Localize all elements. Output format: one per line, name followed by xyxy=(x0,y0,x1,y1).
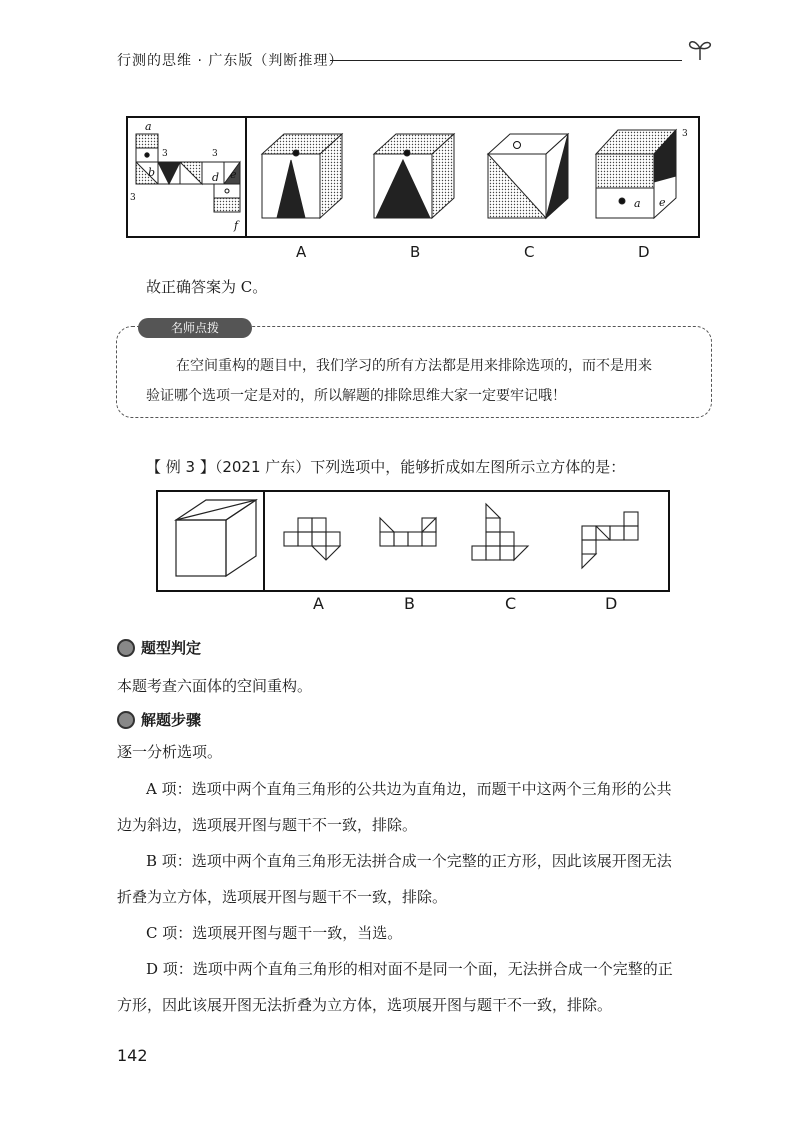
section-type-heading xyxy=(117,637,201,658)
tip-badge: 名师点拨 xyxy=(138,318,252,338)
figure2-label-c: C xyxy=(505,594,517,613)
cube-option-a xyxy=(262,134,342,218)
figure1-label-d: D xyxy=(638,243,650,261)
option-a-analysis-1: A 项：选项中两个直角三角形的公共边为直角边，而题干中这两个三角形的公共 xyxy=(146,780,672,798)
section-steps-title: 解题步骤 xyxy=(141,711,202,729)
page-number: 142 xyxy=(117,1046,148,1065)
tip-line-1: 在空间重构的题目中，我们学习的所有方法都是用来排除选项的，而不是用来 xyxy=(176,358,652,374)
option-b-analysis-1: B 项：选项中两个直角三角形无法拼合成一个完整的正方形，因此该展开图无法 xyxy=(146,852,672,870)
figure2-label-a: A xyxy=(313,594,324,613)
cube-d-label-a: a xyxy=(634,197,641,210)
example3-intro: 【 例 3 】（2021 广东）下列选项中，能够折成如左图所示立方体的是： xyxy=(146,458,626,476)
net-label-b: b xyxy=(148,166,156,179)
target-cube xyxy=(176,500,256,576)
flower-bullet-icon xyxy=(117,711,135,729)
net-label-3a: 3 xyxy=(162,149,168,159)
option-b-analysis-2: 折叠为立方体，选项展开图与题干不一致，排除。 xyxy=(117,888,448,906)
option-d-analysis-1: D 项：选项中两个直角三角形的相对面不是同一个面，无法拼合成一个完整的正 xyxy=(146,960,673,978)
section-steps-heading xyxy=(117,709,201,730)
net-label-3b: 3 xyxy=(212,149,218,159)
option-c-analysis-1: C 项：选项展开图与题干一致，当选。 xyxy=(146,924,403,942)
figure-cube-options xyxy=(126,116,700,238)
cube-option-c xyxy=(488,134,568,218)
net-label-3c: 3 xyxy=(130,193,136,203)
net-option-b xyxy=(380,518,436,546)
tip-line-2: 验证哪个选项一定是对的，所以解题的排除思维大家一定要牢记哦！ xyxy=(146,388,566,404)
running-header: 行测的思维 · 广东版（判断推理） xyxy=(117,53,344,69)
net-label-e: e xyxy=(230,168,237,181)
figure2-label-d: D xyxy=(605,594,618,613)
net-label-d: d xyxy=(212,171,220,184)
steps-intro: 逐一分析选项。 xyxy=(117,743,223,761)
figure1-label-c: C xyxy=(524,243,535,261)
cube-d-label-3: 3 xyxy=(682,129,688,139)
net-option-a xyxy=(284,518,340,560)
option-d-analysis-2: 方形，因此该展开图无法折叠为立方体，选项展开图与题干不一致，排除。 xyxy=(117,996,613,1014)
option-a-analysis-2: 边为斜边，选项展开图与题干不一致，排除。 xyxy=(117,816,418,834)
figure1-label-a: A xyxy=(296,243,307,261)
sprout-icon xyxy=(686,34,714,62)
cube-option-b xyxy=(374,134,454,218)
answer-line: 故正确答案为 C。 xyxy=(146,278,268,296)
figure-fold-options xyxy=(156,490,670,592)
section-type-title: 题型判定 xyxy=(141,639,202,657)
net-option-d xyxy=(582,512,638,568)
figure2-label-b: B xyxy=(404,594,415,613)
net-label-f: f xyxy=(234,219,239,232)
net-label-a: a xyxy=(145,120,152,133)
header-rule xyxy=(330,60,682,61)
cube-d-label-e: e xyxy=(659,196,666,209)
figure1-label-b: B xyxy=(410,243,421,261)
net-option-c xyxy=(472,504,528,560)
section-type-text: 本题考查六面体的空间重构。 xyxy=(117,677,313,695)
flower-bullet-icon xyxy=(117,639,135,657)
